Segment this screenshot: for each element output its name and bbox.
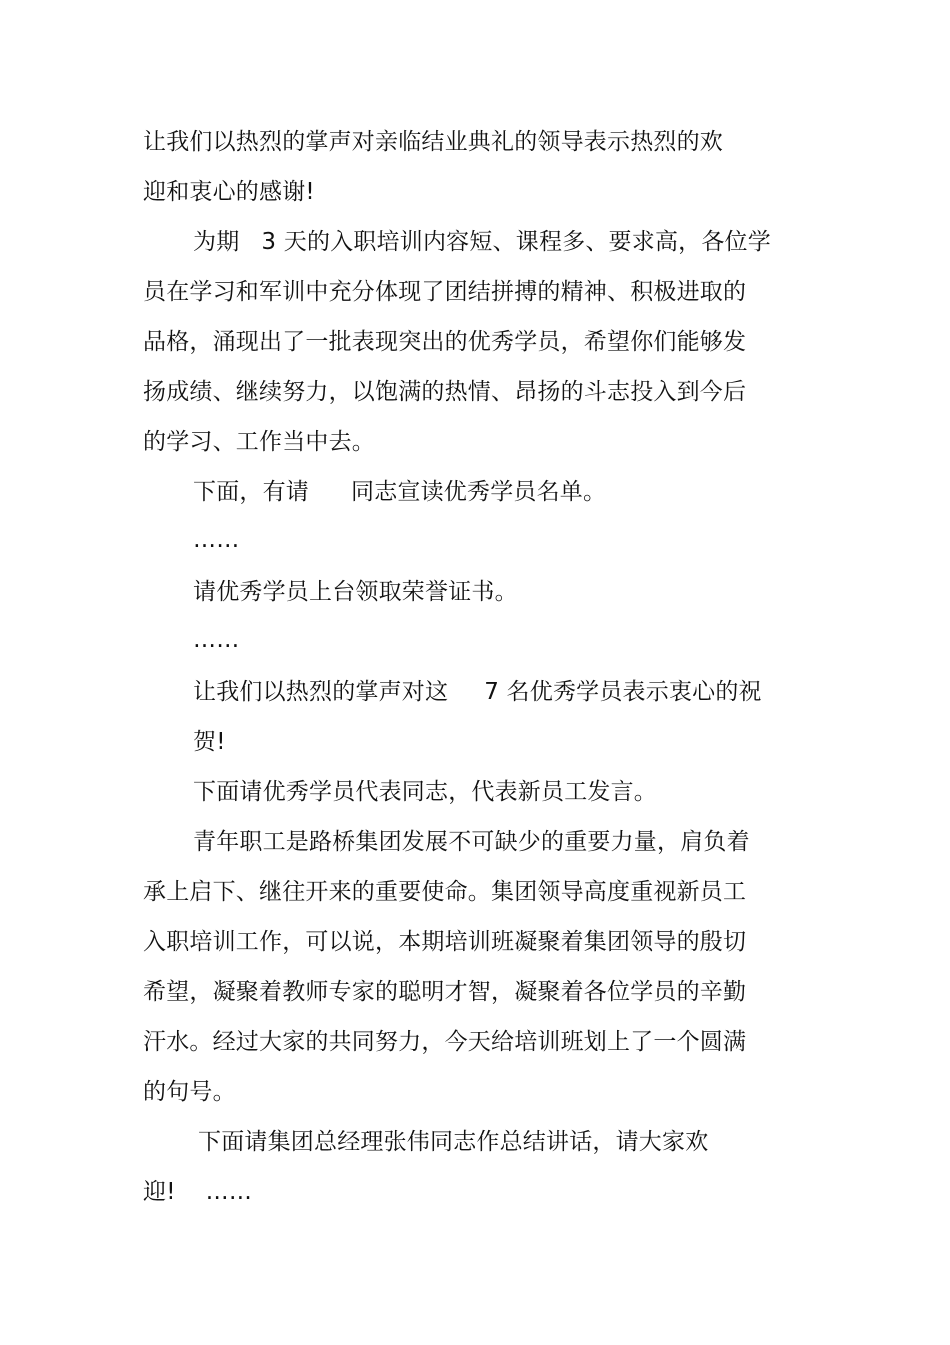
text-line: 青年职工是路桥集团发展不可缺少的重要力量，肩负着: [193, 829, 750, 855]
ellipsis: ……: [193, 527, 240, 553]
text-fragment: 为期: [193, 229, 240, 255]
text-line: 下面请优秀学员代表同志，代表新员工发言。: [193, 779, 657, 805]
ellipsis: ……: [193, 627, 240, 653]
text-line: 扬成绩、继续努力，以饱满的热情、昂扬的斗志投入到今后: [143, 379, 747, 405]
text-fragment: 7 名优秀学员表示衷心的祝: [484, 679, 762, 705]
ellipsis: ……: [205, 1179, 253, 1205]
text-line: [193, 677, 762, 707]
text-fragment: 让我们以热烈的掌声对这: [193, 679, 449, 705]
text-line: 承上启下、继往开来的重要使命。集团领导高度重视新员工: [143, 879, 747, 905]
text-line: [193, 477, 606, 507]
text-line: 请优秀学员上台领取荣誉证书。: [193, 579, 518, 605]
text-line: 下面请集团总经理张伟同志作总结讲话，请大家欢: [198, 1129, 709, 1155]
text-line: [193, 227, 771, 257]
text-line: 入职培训工作，可以说，本期培训班凝聚着集团领导的殷切: [143, 929, 747, 955]
text-fragment: 迎!: [143, 1179, 176, 1205]
text-fragment: 3 天的入职培训内容短、课程多、要求高，各位学: [261, 229, 771, 255]
text-line: 品格，涌现出了一批表现突出的优秀学员，希望你们能够发: [143, 329, 747, 355]
text-line: 希望，凝聚着教师专家的聪明才智，凝聚着各位学员的辛勤: [143, 979, 747, 1005]
text-fragment: 下面，有请: [193, 479, 309, 505]
text-line: 的句号。: [143, 1079, 236, 1105]
text-line: 迎和衷心的感谢!: [143, 179, 315, 205]
text-line: [143, 1177, 252, 1207]
text-line: 汗水。经过大家的共同努力，今天给培训班划上了一个圆满: [143, 1029, 747, 1055]
text-line: 贺!: [193, 729, 226, 755]
text-fragment: 同志宣读优秀学员名单。: [351, 479, 607, 505]
text-line: 让我们以热烈的掌声对亲临结业典礼的领导表示热烈的欢: [143, 129, 723, 155]
text-line: 员在学习和军训中充分体现了团结拼搏的精神、积极进取的: [143, 279, 747, 305]
text-line: 的学习、工作当中去。: [143, 429, 375, 455]
